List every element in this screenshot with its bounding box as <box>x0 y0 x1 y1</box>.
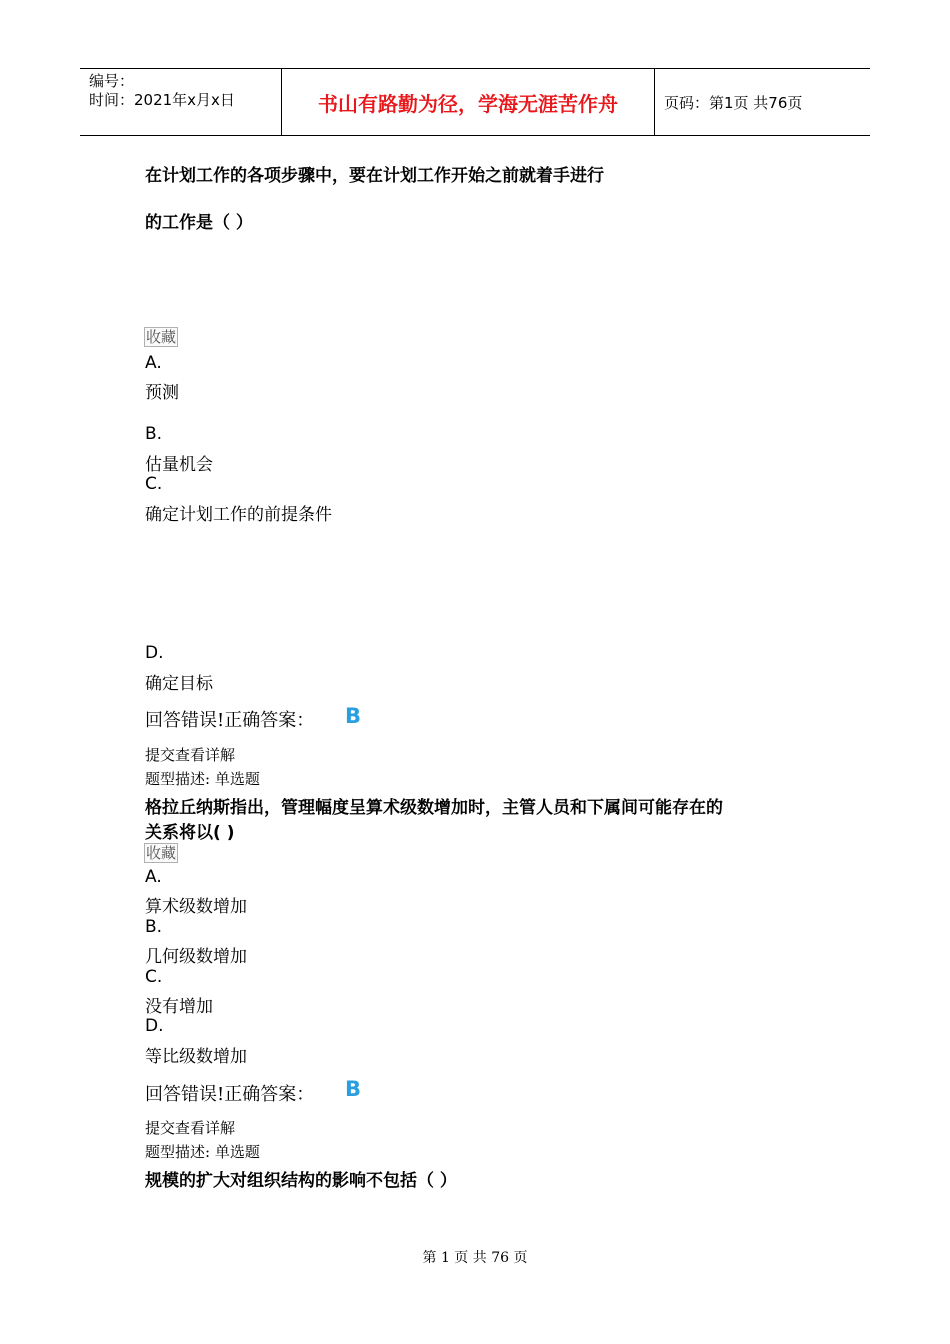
question-type: 题型描述: 单选题 <box>145 1143 260 1161</box>
time-label: 时间：2021年x月x日 <box>89 91 235 109</box>
header-meta <box>80 69 281 135</box>
option-b-label: B. <box>145 917 163 937</box>
question-type: 题型描述: 单选题 <box>145 770 260 788</box>
option-c-label: C. <box>145 474 163 494</box>
option-c-text[interactable]: 确定计划工作的前提条件 <box>145 505 332 525</box>
option-c-text[interactable]: 没有增加 <box>145 997 213 1017</box>
answer-feedback: 回答错误!正确答案： <box>145 710 315 731</box>
header-page-info: 页码：第1页 共76页 <box>664 93 803 112</box>
option-a-text[interactable]: 预测 <box>145 383 179 403</box>
option-d-text[interactable]: 确定目标 <box>145 674 213 694</box>
question-1-stem-line2: 的工作是（ ） <box>145 213 253 233</box>
number-label: 编号： <box>89 72 135 90</box>
answer-feedback: 回答错误!正确答案： <box>145 1084 315 1105</box>
question-2-stem-line2: 关系将以( ) <box>145 823 235 843</box>
question-3-stem-line1: 规模的扩大对组织结构的影响不包括（ ） <box>145 1171 457 1191</box>
option-a-label: A. <box>145 353 162 373</box>
option-d-label: D. <box>145 643 164 663</box>
option-a-label: A. <box>145 867 162 887</box>
option-b-label: B. <box>145 424 163 444</box>
favorite-button[interactable]: 收藏 <box>146 328 177 346</box>
favorite-button[interactable]: 收藏 <box>146 844 177 862</box>
page-footer: 第 1 页 共 76 页 <box>422 1250 528 1266</box>
option-a-text[interactable]: 算术级数增加 <box>145 897 247 917</box>
submit-view-details-link[interactable]: 提交查看详解 <box>145 746 236 764</box>
header-motto: 书山有路勤为径，学海无涯苦作舟 <box>281 69 655 135</box>
correct-answer-letter: B <box>345 704 362 728</box>
submit-view-details-link[interactable]: 提交查看详解 <box>145 1119 236 1137</box>
option-b-text[interactable]: 估量机会 <box>145 455 213 475</box>
option-d-label: D. <box>145 1016 164 1036</box>
document-header <box>80 68 870 136</box>
question-2-stem-line1: 格拉丘纳斯指出，管理幅度呈算术级数增加时，主管人员和下属间可能存在的 <box>145 798 723 818</box>
option-c-label: C. <box>145 967 163 987</box>
correct-answer-letter: B <box>345 1077 362 1101</box>
option-b-text[interactable]: 几何级数增加 <box>145 947 247 967</box>
option-d-text[interactable]: 等比级数增加 <box>145 1047 247 1067</box>
question-1-stem-line1: 在计划工作的各项步骤中，要在计划工作开始之前就着手进行 <box>145 166 604 186</box>
